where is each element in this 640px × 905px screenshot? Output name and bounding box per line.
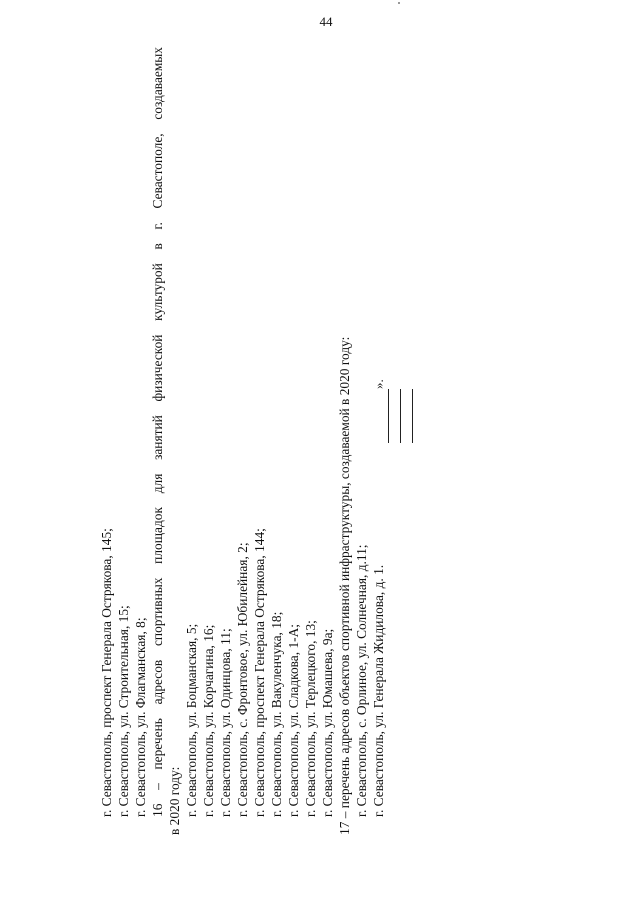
address-line: г. Севастополь, проспект Генерала Острякова, 145;: [99, 528, 114, 817]
address-line: г. Севастополь, ул. Терлецкого, 13;: [303, 620, 318, 817]
section-17-heading: 17 – перечень адресов объектов спортивной инфраструктуры, создаваемой в 2020 году:: [337, 336, 352, 835]
address-line: г. Севастополь, проспект Генерала Острякова, 144;: [252, 528, 267, 817]
address-line: г. Севастополь, ул. Одинцова, 11;: [218, 628, 233, 817]
closing-signature-lines: [371, 379, 404, 443]
address-line: г. Севастополь, ул. Флагманская, 8;: [133, 617, 148, 817]
section-16-heading-line1: 16 – перечень адресов спортивных площадок для занятий физической культурой в г. Севастополе, создаваемых: [150, 47, 165, 817]
signature-rule: [388, 389, 389, 443]
scan-dot: [398, 2, 400, 4]
closing-quote: ».: [371, 379, 386, 389]
rotated-page-body: [98, 45, 428, 835]
signature-rule: [412, 389, 413, 443]
address-line: г. Севастополь, ул. Строительная, 15;: [116, 605, 131, 817]
address-line: г. Севастополь, ул. Боцманская, 5;: [184, 623, 199, 817]
address-line: г. Севастополь, ул. Генерала Жидилова, д. 1.: [371, 564, 386, 817]
address-line: г. Севастополь, ул. Сладкова, 1-А;: [286, 624, 301, 817]
address-line: г. Севастополь, с. Орлиное, ул. Солнечная, д.11;: [354, 544, 369, 817]
address-line: г. Севастополь, ул. Юмашева, 9а;: [320, 628, 335, 817]
page-number: 44: [319, 14, 333, 29]
signature-rule: [400, 389, 401, 443]
address-line: г. Севастополь, ул. Вакуленчука, 18;: [269, 611, 284, 817]
address-line: г. Севастополь, с. Фронтовое, ул. Юбилейная, 2;: [235, 542, 250, 817]
section-16-heading-line2: в 2020 году:: [167, 766, 182, 835]
address-line: г. Севастополь, ул. Корчагина, 16;: [201, 624, 216, 817]
